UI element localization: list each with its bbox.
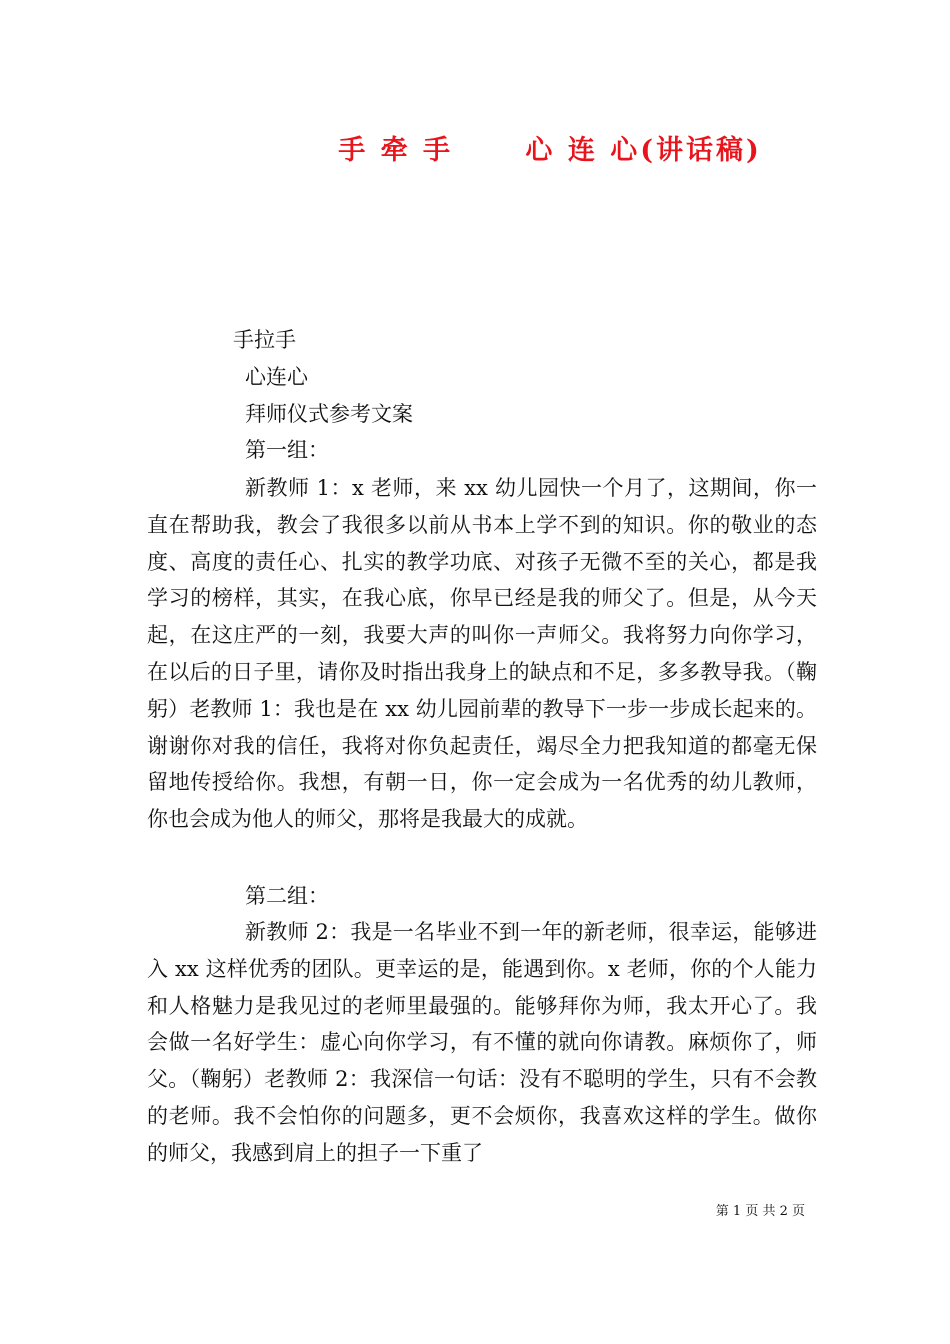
group-1-paragraph: 新教师 1：x 老师，来 xx 幼儿园快一个月了，这期间，你一直在帮助我，教会了我很多以前从书本上学不到的知识。你的敬业的态度、高度的责任心、扎实的教学功底、对孩子无微不至的关心，都是我学习的榜样，其实，在我心底，你早已经是我的师父了。但是，从今天起，在这庄严的一刻，我要大声的叫你一声师父。我将努力向你学习，在以后的日子里，请你及时指出我身上的缺点和不足，多多教导我。（鞠躬）老教师 1：我也是在 xx 幼儿园前辈的教导下一步一步成长起来的。谢谢你对我的信任，我将对你负起责任，竭尽全力把我知道的都毫无保留地传授给你。我想，有朝一日，你一定会成为一名优秀的幼儿教师，你也会成为他人的师父，那将是我最大的成就。: [147, 476, 817, 832]
group-2-label: 第二组：: [245, 884, 329, 908]
heading-line-3: 拜师仪式参考文案: [245, 402, 413, 426]
group-1-label: 第一组：: [245, 438, 329, 462]
group-2-paragraph: 新教师 2：我是一名毕业不到一年的新老师，很幸运，能够进入 xx 这样优秀的团队。更幸运的是，能遇到你。x 老师，你的个人能力和人格魅力是我见过的老师里最强的。能够拜你为师，我太开心了。我会做一名好学生：虚心向你学习，有不懂的就向你请教。麻烦你了，师父。（鞠躬）老教师 2：我深信一句话：没有不聪明的学生，只有不会教的老师。我不会怕你的问题多，更不会烦你，我喜欢这样的学生。做你的师父，我感到肩上的担子一下重了: [147, 920, 817, 1165]
heading-line-2: 心连心: [245, 365, 308, 389]
page-number-footer: 第 1 页 共 2 页: [715, 1204, 805, 1219]
heading-line-1: 手拉手: [233, 328, 296, 352]
document-title: 手 牵 手 心 连 心(讲话稿): [338, 135, 762, 166]
